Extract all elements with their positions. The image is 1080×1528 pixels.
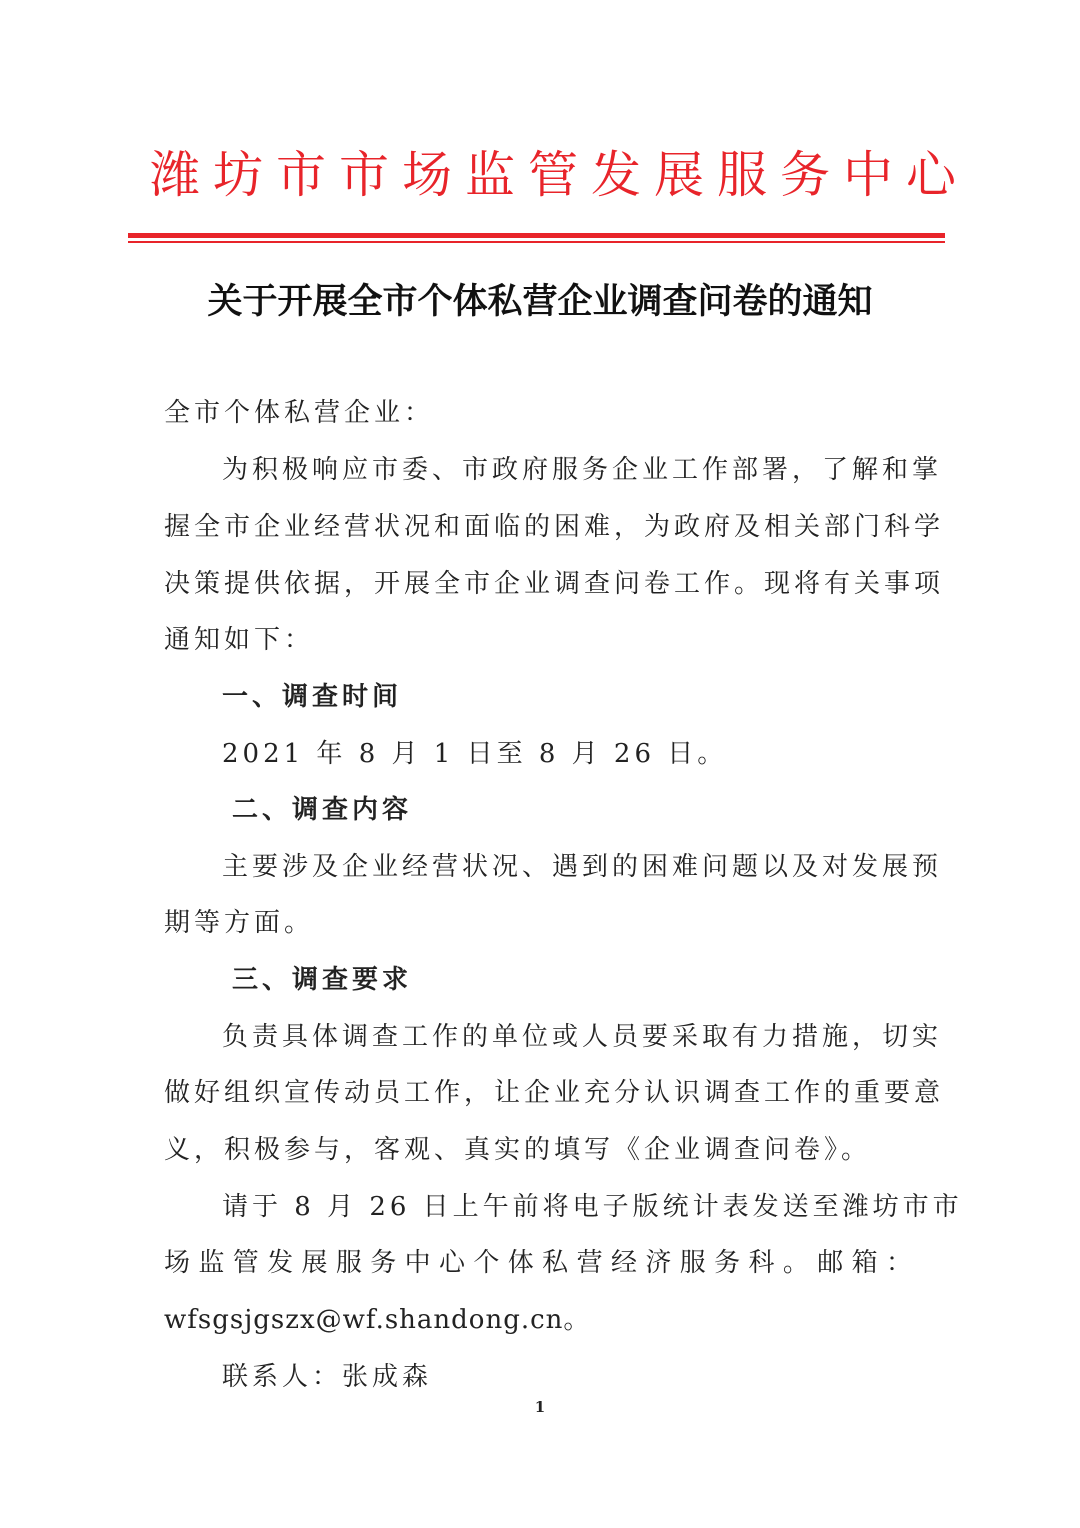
intro-line-4: 通知如下：: [164, 625, 315, 655]
intro-line-1: 为积极响应市委、市政府服务企业工作部署，了解和掌: [222, 455, 943, 485]
section-2-heading: 二、调查内容: [232, 795, 413, 825]
document-title: 关于开展全市个体私营企业调查问卷的通知: [207, 282, 873, 322]
masthead-rule-thin: [128, 241, 945, 243]
section-3-extra-line-1: 请于 8 月 26 日上午前将电子版统计表发送至潍坊市市: [222, 1192, 963, 1222]
contact-person: 联系人：张成森: [222, 1362, 433, 1392]
intro-line-3: 决策提供依据，开展全市企业调查问卷工作。现将有关事项: [164, 569, 945, 599]
section-3-line-1: 负责具体调查工作的单位或人员要采取有力措施，切实: [222, 1022, 943, 1052]
section-3-heading: 三、调查要求: [232, 965, 413, 995]
section-2-line-2: 期等方面。: [164, 908, 315, 938]
section-3-line-2: 做好组织宣传动员工作，让企业充分认识调查工作的重要意: [164, 1078, 945, 1108]
section-2-line-1: 主要涉及企业经营状况、遇到的困难问题以及对发展预: [222, 852, 943, 882]
section-3-line-3: 义，积极参与，客观、真实的填写《企业调查问卷》。: [164, 1135, 872, 1165]
email-address: wfsgsjgszx@wf.shandong.cn。: [164, 1305, 591, 1335]
intro-line-2: 握全市企业经营状况和面临的困难，为政府及相关部门科学: [164, 512, 945, 542]
section-1-heading: 一、调查时间: [222, 682, 403, 712]
masthead-rule-thick: [128, 233, 945, 238]
salutation: 全市个体私营企业：: [164, 398, 435, 428]
section-1-line-1: 2021 年 8 月 1 日至 8 月 26 日。: [222, 739, 728, 769]
section-3-extra-line-2: 场监管发展服务中心个体私营经济服务科。邮箱：: [164, 1248, 916, 1278]
page-number: 1: [534, 1398, 546, 1416]
masthead-org-name: 潍坊市市场监管发展服务中心: [150, 146, 969, 204]
